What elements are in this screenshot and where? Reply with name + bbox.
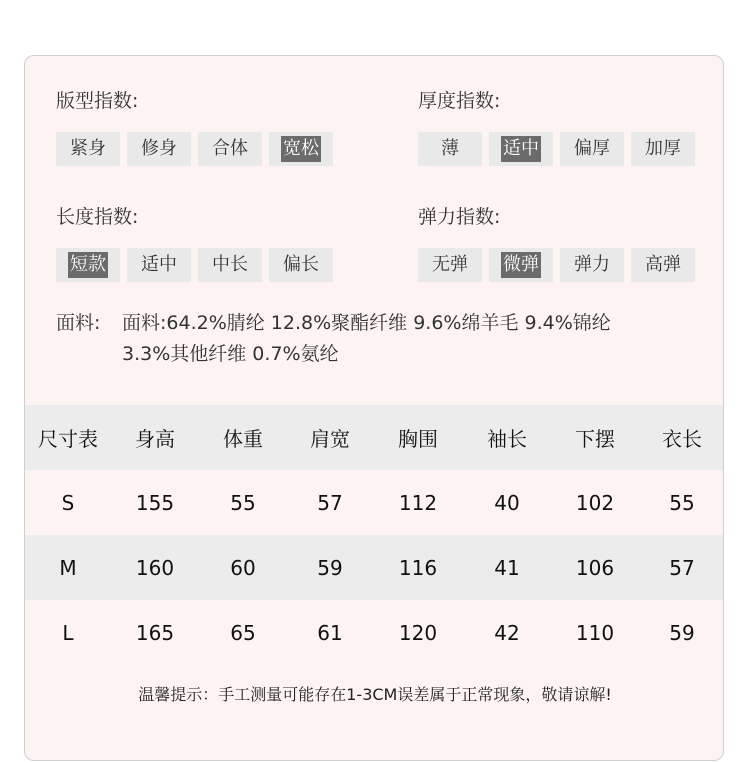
elasticity-option-none: 无弹 [418,248,482,282]
bust-cell: 120 [398,620,438,645]
fit-option-loose: 宽松 [269,132,333,166]
length-index-title: 长度指数: [56,206,139,228]
height-cell: 165 [135,620,175,645]
length-option-long: 偏长 [269,248,333,282]
length-cell: 57 [669,555,695,580]
sleeve-cell: 40 [494,490,520,515]
fabric-composition-line-1: 面料:64.2%腈纶 12.8%聚酯纤维 9.6%绵羊毛 9.4%锦纶 [122,312,611,334]
height-cell: 155 [135,490,175,515]
sleeve-cell: 42 [494,620,520,645]
table-row [25,535,724,600]
fit-option-slim: 修身 [127,132,191,166]
product-info-card [24,55,724,761]
header-shoulder: 肩宽 [310,427,350,451]
thickness-option-medium: 适中 [489,132,553,166]
header-bust: 胸围 [398,427,438,451]
elasticity-option-stretch: 弹力 [560,248,624,282]
header-weight: 体重 [223,427,263,451]
thickness-index-title: 厚度指数: [418,90,501,112]
weight-cell: 55 [230,490,256,515]
shoulder-cell: 57 [317,490,343,515]
bust-cell: 116 [398,555,438,580]
fit-index [56,87,346,167]
elasticity-index [418,203,708,283]
header-height: 身高 [135,427,175,451]
fabric-label: 面料: [56,312,101,334]
weight-cell: 65 [230,620,256,645]
header-hem: 下摆 [575,427,615,451]
header-size-chart: 尺寸表 [38,427,98,451]
fit-index-title: 版型指数: [56,90,139,112]
length-option-short: 短款 [56,248,120,282]
fit-option-regular: 合体 [198,132,262,166]
size-cell: S [61,490,75,515]
thickness-option-thin: 薄 [418,132,482,166]
table-row [25,470,724,535]
length-index [56,203,346,283]
header-length: 衣长 [662,427,702,451]
thickness-option-thick: 加厚 [631,132,695,166]
length-cell: 59 [669,620,695,645]
sleeve-cell: 41 [494,555,520,580]
size-table-header [25,405,724,470]
height-cell: 160 [135,555,175,580]
length-cell: 55 [669,490,695,515]
size-table [25,405,724,665]
length-option-midlong: 中长 [198,248,262,282]
hem-cell: 110 [575,620,615,645]
elasticity-index-title: 弹力指数: [418,206,501,228]
thickness-option-thickish: 偏厚 [560,132,624,166]
fabric-composition-line-2: 3.3%其他纤维 0.7%氨纶 [122,343,339,365]
elasticity-option-high: 高弹 [631,248,695,282]
thickness-index [418,87,708,167]
size-cell: M [59,555,77,580]
length-option-medium: 适中 [127,248,191,282]
hem-cell: 106 [575,555,615,580]
weight-cell: 60 [230,555,256,580]
elasticity-option-slight: 微弹 [489,248,553,282]
header-sleeve: 袖长 [487,427,527,451]
size-cell: L [62,620,74,645]
bust-cell: 112 [398,490,438,515]
table-row [25,600,724,665]
shoulder-cell: 61 [317,620,343,645]
shoulder-cell: 59 [317,555,343,580]
fit-option-tight: 紧身 [56,132,120,166]
hem-cell: 102 [575,490,615,515]
measurement-tip: 温馨提示：手工测量可能存在1-3CM误差属于正常现象，敬请谅解! [138,685,612,704]
